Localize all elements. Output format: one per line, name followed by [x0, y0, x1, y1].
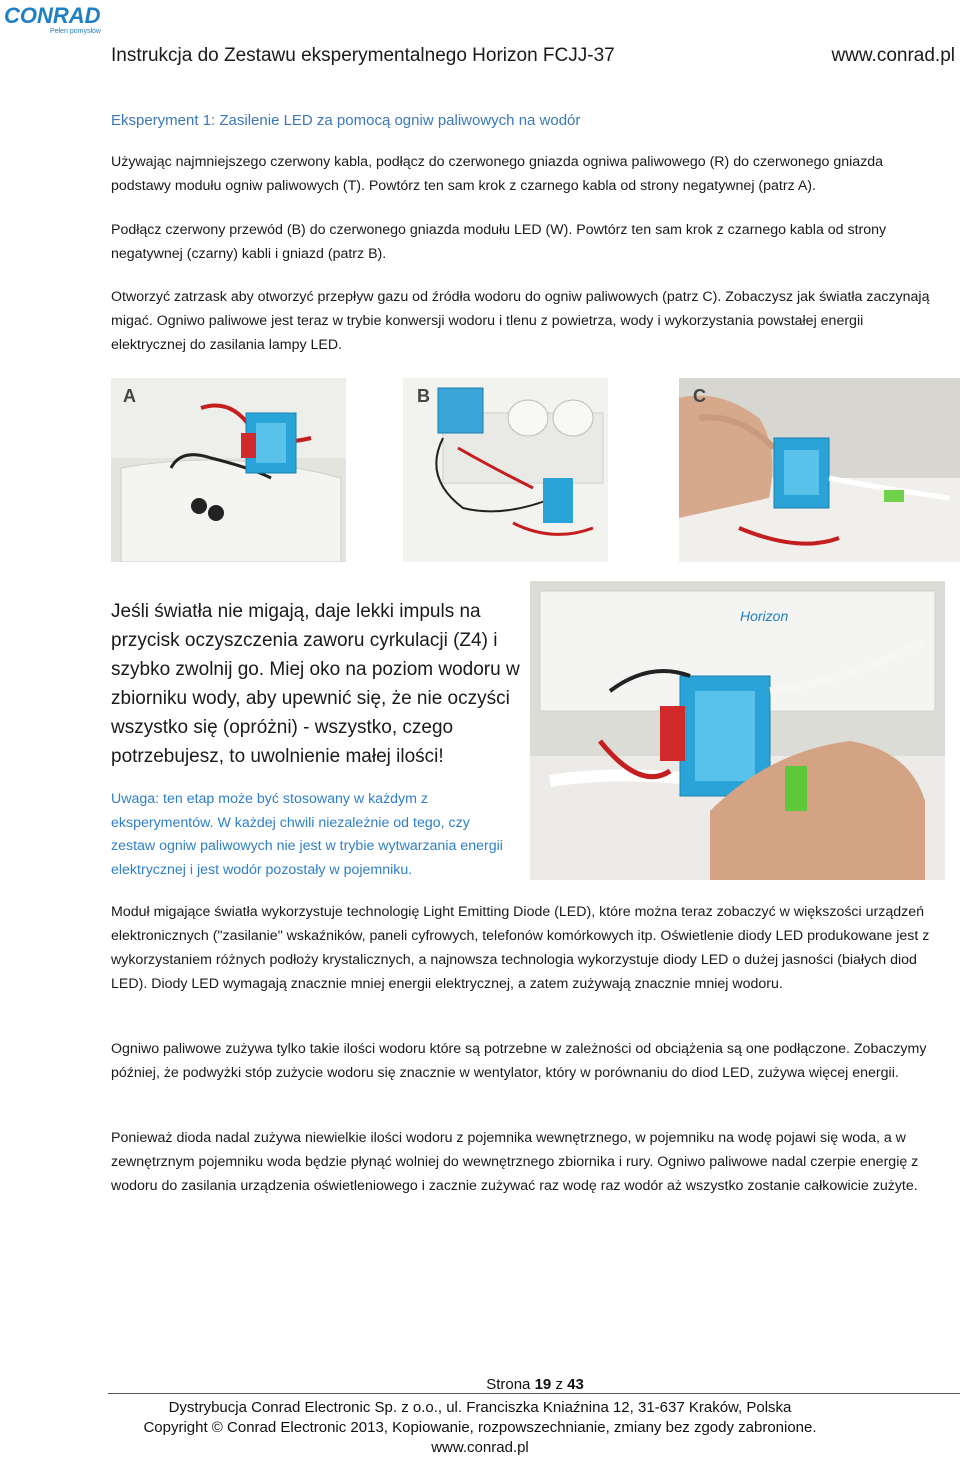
- photo-a: [111, 378, 346, 562]
- note-text: Uwaga: ten etap może być stosowany w każdym z eksperymentów. W każdej chwili niezależnie od tego, czy zestaw ogniw paliwowych nie jest w trybie wytwarzania energii elektrycznej i jest wodór pozostały w pojemniku.: [111, 791, 503, 878]
- footer-divider: [108, 1393, 960, 1394]
- page-number: [0, 1376, 960, 1393]
- body-paragraph-1: Moduł migające światła wykorzystuje technologię Light Emitting Diode (LED), które można teraz zobaczyć w większości urządzeń elektronicznych ("zasilanie" wskaźników, paneli cyfrowych, telefonów komórkowych itp. Oświetlenie diody LED produkowane jest z wykorzystaniem różnych podłoży krystalicznych, a najnowsza technologia wykorzystuje diody LED o dużej jasności (białych diod LED). Diody LED wymagają znacznie mniej energii elektrycznej, a zatem zużywają znacznie mniej wodoru.: [111, 904, 930, 992]
- intro-paragraph-3: Otworzyć zatrzask aby otworzyć przepływ gazu od źródła wodoru do ogniw paliwowych (patrz C). Zobaczysz jak światła zaczynają migać. Ogniwo paliwowe jest teraz w trybie konwersji wodoru i tlenu z powietrza, wody i wykorzystania powstałej energii elektrycznej do zasilania lampy LED.: [111, 289, 930, 353]
- conrad-logo: [0, 0, 110, 38]
- intro-paragraph-2: Podłącz czerwony przewód (B) do czerwonego gniazda modułu LED (W). Powtórz ten sam krok z czarnego kabla od strony negatywnej (czarny) kabli i gniazd (patrz B).: [111, 222, 887, 262]
- page-prefix: Strona: [486, 1376, 531, 1393]
- photo-c-label: C: [693, 386, 706, 406]
- page-total: 43: [567, 1376, 584, 1393]
- intro-paragraph-1: Używając najmniejszego czerwony kabla, podłącz do czerwonego gniazda ogniwa paliwowego (R) do czerwonego gniazda podstawy modułu ogniw paliwowych (T). Powtórz ten sam krok z czarnego kabla od strony negatywnej (patrz A).: [111, 154, 884, 194]
- page-current: 19: [534, 1376, 552, 1393]
- header-title: Instrukcja do Zestawu eksperymentalnego Horizon FCJJ-37: [111, 45, 615, 66]
- logo-text: CONRAD: [4, 3, 101, 28]
- photo-purge-valve: [530, 581, 945, 880]
- page-separator: z: [555, 1376, 563, 1393]
- body-paragraph-3: Ponieważ dioda nadal zużywa niewielkie ilości wodoru z pojemnika wewnętrznego, w pojemniku na wodę pojawi się woda, a w zewnętrznym pojemniku woda będzie płynąć wolniej do wewnętrznego zbiornika i rury. Ogniwo paliwowe nadal czerpie energię z wodoru do zasilania urządzenia oświetleniowego i zacznie zużywać raz wodę raz wodór aż wszystko zostanie całkowicie zużyte.: [111, 1130, 919, 1194]
- body-paragraph-2: Ogniwo paliwowe zużywa tylko takie ilości wodoru które są potrzebne w zależności od obciążenia są one podłączone. Zobaczymy później, że podwyżki stóp zużycie wodoru się znacznie w wentylator, który w porównaniu do diod LED, zużywa więcej energii.: [111, 1041, 927, 1081]
- footer-url[interactable]: www.conrad.pl: [431, 1439, 529, 1456]
- footer-copyright: Copyright © Conrad Electronic 2013, Kopiowanie, rozpowszechnianie, zmiany bez zgody zabronione.: [143, 1419, 817, 1436]
- photo-b-label: B: [417, 386, 430, 406]
- photo-a-label: A: [123, 386, 136, 406]
- photo-c: [679, 378, 960, 562]
- photo-b: [403, 378, 608, 562]
- horizon-brand-label: Horizon: [740, 608, 789, 624]
- footer-distributor: Dystrybucja Conrad Electronic Sp. z o.o., ul. Franciszka Kniaźnina 12, 31-637 Kraków, Polska: [168, 1399, 792, 1416]
- section-title: Eksperyment 1: Zasilenie LED za pomocą ogniw paliwowych na wodór: [111, 112, 581, 129]
- logo-tagline: Pełen pomysłów: [50, 28, 101, 35]
- tip-text: Jeśli światła nie migają, daje lekki impuls na przycisk oczyszczenia zaworu cyrkulacji (Z4) i szybko zwolnij go. Miej oko na poziom wodoru w zbiorniku wody, aby upewnić się, że nie oczyści wszystko się (opróżni) - wszystko, czego potrzebujesz, to uwolnienie małej ilości!: [111, 601, 520, 767]
- header-url[interactable]: www.conrad.pl: [831, 45, 955, 66]
